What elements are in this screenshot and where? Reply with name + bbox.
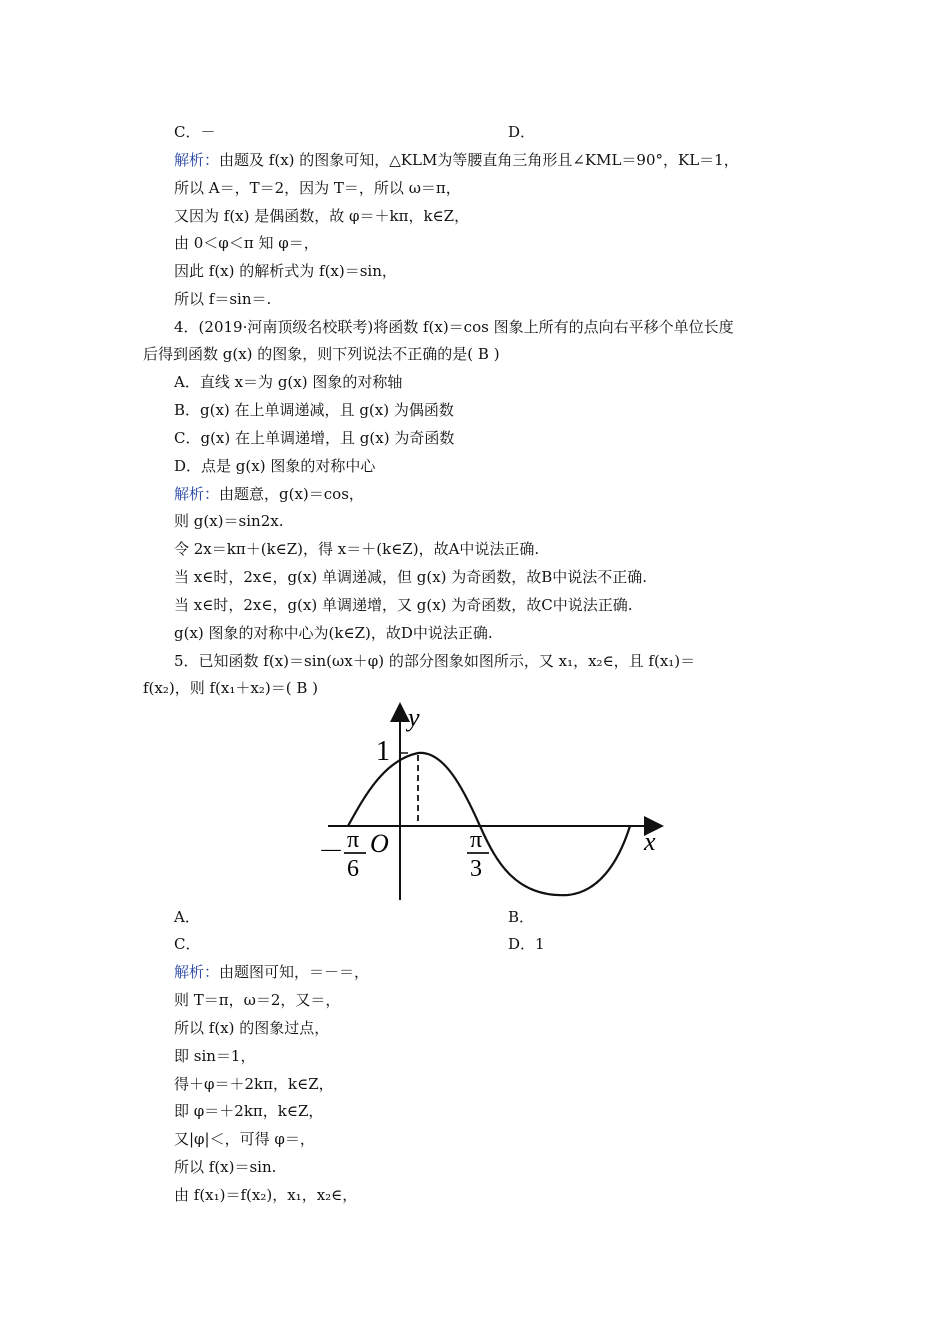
solution-text: 由题图可知，＝－＝， bbox=[219, 963, 370, 981]
solution-label: 解析： bbox=[174, 963, 220, 981]
solution-line: 所以 A＝，T＝2，因为 T＝，所以 ω＝π， bbox=[174, 179, 461, 197]
tick-label-neg-den: 6 bbox=[347, 856, 359, 882]
solution-line: 又|φ|＜，可得 φ＝， bbox=[174, 1130, 315, 1148]
solution-line: 当 x∈时，2x∈，g(x) 单调递减，但 g(x) 为奇函数，故B中说法不正确. bbox=[174, 568, 648, 586]
solution-text: 由题及 f(x) 的图象可知，△KLM为等腰直角三角形且∠KML＝90°，KL＝1， bbox=[219, 151, 739, 169]
solution-line: 由 f(x₁)＝f(x₂)，x₁，x₂∈， bbox=[174, 1186, 358, 1204]
option-a: A． bbox=[174, 908, 200, 926]
solution-label: 解析： bbox=[174, 485, 220, 503]
option-b: B．g(x) 在上单调递减，且 g(x) 为偶函数 bbox=[174, 401, 454, 419]
tick-label-neg-minus: － bbox=[318, 837, 345, 866]
solution-line: 所以 f(x) 的图象过点， bbox=[174, 1019, 330, 1037]
solution-line: 所以 f(x)＝sin. bbox=[174, 1158, 277, 1176]
sine-curve bbox=[348, 753, 630, 895]
question-4-stem-continued: 后得到函数 g(x) 的图象，则下列说法不正确的是( B ) bbox=[143, 345, 500, 363]
option-c: C．g(x) 在上单调递增，且 g(x) 为奇函数 bbox=[174, 429, 455, 447]
solution-line: 又因为 f(x) 是偶函数，故 φ＝＋kπ，k∈Z， bbox=[174, 207, 470, 225]
origin-label: O bbox=[370, 829, 389, 858]
option-c: C． bbox=[174, 935, 201, 953]
tick-label-pos-num: π bbox=[470, 827, 483, 853]
option-d: D． bbox=[508, 123, 536, 141]
solution-line: 令 2x＝kπ＋(k∈Z)，得 x＝＋(k∈Z)，故A中说法正确. bbox=[174, 540, 540, 558]
tick-label-neg-num: π bbox=[347, 827, 360, 853]
solution-line: 所以 f＝sin＝. bbox=[174, 290, 272, 308]
option-b: B． bbox=[508, 908, 535, 926]
option-d: D．点是 g(x) 图象的对称中心 bbox=[174, 457, 376, 475]
solution-line: g(x) 图象的对称中心为(k∈Z)，故D中说法正确. bbox=[174, 624, 493, 642]
solution-line: 即 φ＝＋2kπ，k∈Z， bbox=[174, 1102, 324, 1120]
tick-label-pos-den: 3 bbox=[470, 856, 482, 882]
x-axis-label: x bbox=[644, 827, 656, 856]
question-5-stem: 5．已知函数 f(x)＝sin(ωx＋φ) 的部分图象如图所示，又 x₁，x₂∈，且 f(x₁)＝ bbox=[174, 652, 696, 670]
sine-graph-figure bbox=[318, 702, 664, 904]
option-a: A．直线 x＝为 g(x) 图象的对称轴 bbox=[174, 373, 403, 391]
solution-line: 即 sin＝1， bbox=[174, 1047, 256, 1065]
option-d: D．1 bbox=[508, 935, 545, 953]
solution-line: 得＋φ＝＋2kπ，k∈Z， bbox=[174, 1075, 334, 1093]
solution-line bbox=[174, 150, 739, 170]
solution-label: 解析： bbox=[174, 151, 220, 169]
question-5-stem-continued: f(x₂)，则 f(x₁＋x₂)＝( B ) bbox=[143, 679, 318, 697]
y-axis-label: y bbox=[408, 703, 420, 732]
solution-line: 则 g(x)＝sin2x. bbox=[174, 512, 284, 530]
solution-line: 因此 f(x) 的解析式为 f(x)＝sin， bbox=[174, 262, 397, 280]
option-c: C．－ bbox=[174, 123, 216, 141]
solution-line: 则 T＝π，ω＝2，又＝， bbox=[174, 991, 341, 1009]
solution-text: 由题意，g(x)＝cos， bbox=[219, 485, 364, 503]
solution-line bbox=[174, 484, 364, 504]
solution-line: 由 0＜φ＜π 知 φ＝， bbox=[174, 234, 319, 252]
question-4-stem: 4．(2019·河南顶级名校联考)将函数 f(x)＝cos 图象上所有的点向右平移个单位长度 bbox=[174, 318, 734, 336]
solution-line bbox=[174, 962, 369, 982]
solution-line: 当 x∈时，2x∈，g(x) 单调递增，又 g(x) 为奇函数，故C中说法正确. bbox=[174, 596, 633, 614]
max-value-label: 1 bbox=[376, 736, 390, 767]
